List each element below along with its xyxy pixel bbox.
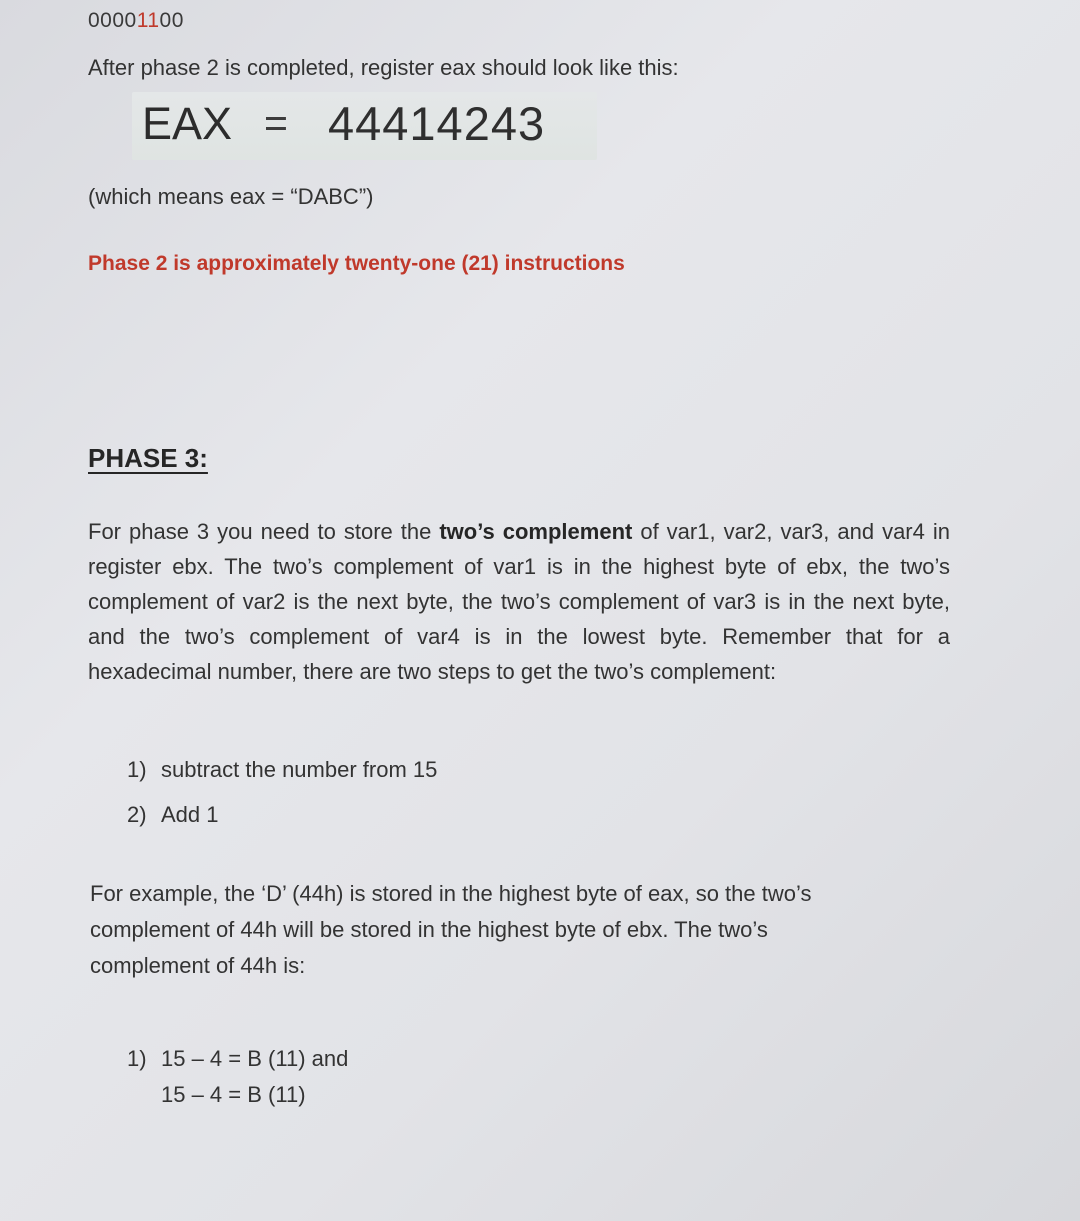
example-paragraph: For example, the ‘D’ (44h) is stored in the highest byte of eax, so the two’s complement of 44h will be stored in the highest byte of ebx. The two’s complement of 44h is: — [90, 881, 812, 978]
eax-value: 44414243 — [328, 97, 546, 150]
eax-label: EAX — [142, 98, 233, 149]
binary-value — [88, 9, 184, 33]
phase3-para-bold: two’s complement — [439, 519, 633, 544]
phase3-para-rest: of var1, var2, var3, and var4 in register ebx. The two’s complement of var1 is in the highest byte of ebx, the two’s complement of var2 is the next byte, the two’s complement of var3 is in the next byte, and the two’s complement of var4 is in the lowest byte. Remember that for a hexadecimal number, there are two steps to get the two’s complement: — [88, 519, 950, 684]
phase3-para-start: For phase 3 you need to store the — [88, 519, 440, 544]
step-text: subtract the number from 15 — [161, 757, 438, 782]
intro-text: After phase 2 is completed, register eax should look like this: — [88, 55, 679, 80]
calc-line-1 — [127, 1046, 348, 1072]
phase2-approx-note: Phase 2 is approximately twenty-one (21) instructions — [88, 252, 625, 275]
step-text: Add 1 — [161, 802, 219, 827]
which-means-text: (which means eax = “DABC”) — [88, 184, 374, 209]
calc-text-2: 15 – 4 = B (11) — [161, 1082, 306, 1107]
calc-line-2 — [161, 1082, 306, 1108]
binary-highlight: 11 — [136, 9, 160, 32]
eax-equals-sign: = — [264, 100, 288, 146]
step-number: 2) — [127, 802, 147, 827]
binary-prefix: 0000 — [88, 9, 137, 32]
phase3-heading: PHASE 3: — [88, 443, 208, 473]
step-item-2 — [127, 802, 219, 828]
calc-text-1: 15 – 4 = B (11) and — [161, 1046, 349, 1071]
step-item-1 — [127, 757, 437, 783]
step-number: 1) — [127, 757, 147, 782]
phase3-paragraph — [88, 514, 950, 689]
calc-number: 1) — [127, 1046, 147, 1071]
binary-suffix: 00 — [159, 9, 184, 32]
